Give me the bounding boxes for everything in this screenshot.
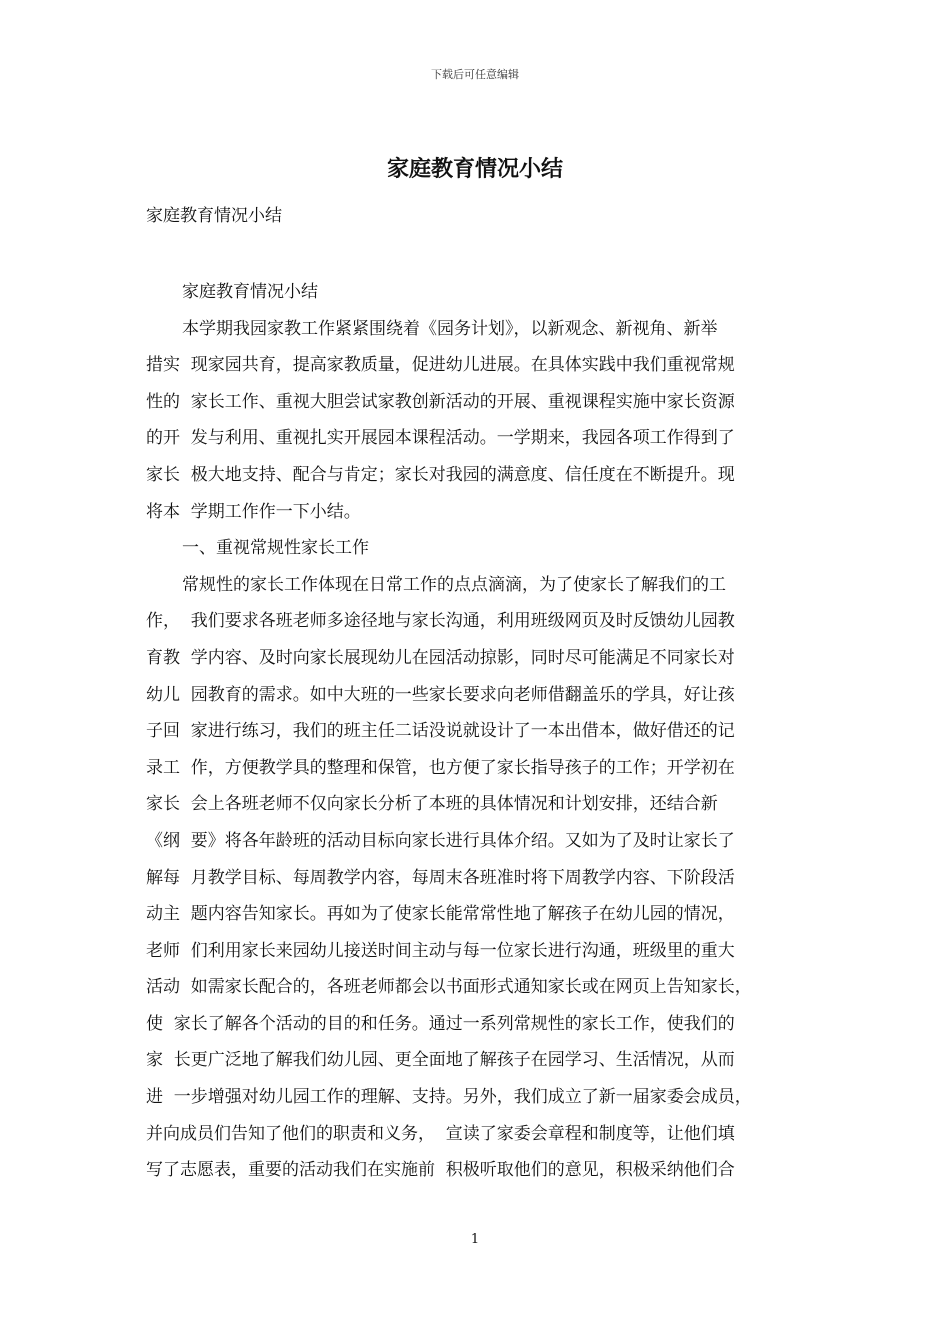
body-line: 家长 会上各班老师不仅向家长分析了本班的具体情况和计划安排，还结合新 <box>146 794 718 815</box>
body-line: 一、重视常规性家长工作 <box>182 538 369 559</box>
body-line: 作， 我们要求各班老师多途径地与家长沟通，利用班级网页及时反馈幼儿园教 <box>146 611 735 632</box>
page-number: 1 <box>470 1232 480 1247</box>
body-line: 幼儿 园教育的需求。如中大班的一些家长要求向老师借翻盖乐的学具，好让孩 <box>146 684 735 705</box>
body-line: 措实 现家园共育，提高家教质量，促进幼儿进展。在具体实践中我们重视常规 <box>146 355 735 376</box>
body-line: 家长 极大地支持、配合与肯定；家长对我园的满意度、信任度在不断提升。现 <box>146 464 735 485</box>
body-line: 解每 月教学目标、每周教学内容，每周末各班准时将下周教学内容、下阶段活 <box>146 867 735 888</box>
body-line: 子回 家进行练习，我们的班主任二话没说就设计了一本出借本，做好借还的记 <box>146 721 735 742</box>
body-line: 老师 们利用家长来园幼儿接送时间主动与每一位家长进行沟通，班级里的重大 <box>146 940 735 961</box>
body-line: 将本 学期工作作一下小结。 <box>146 501 361 522</box>
body-line: 性的 家长工作、重视大胆尝试家教创新活动的开展、重视课程实施中家长资源 <box>146 391 735 412</box>
document-title: 家庭教育情况小结 <box>386 157 563 182</box>
body-line: 《纲 要》将各年龄班的活动目标向家长进行具体介绍。又如为了及时让家长了 <box>146 830 735 851</box>
body-line: 活动 如需家长配合的，各班老师都会以书面形式通知家长或在网页上告知家长， <box>146 977 752 998</box>
body-line: 进 一步增强对幼儿园工作的理解、支持。另外，我们成立了新一届家委会成员， <box>146 1087 752 1108</box>
body-line: 使 家长了解各个活动的目的和任务。通过一系列常规性的家长工作，使我们的 <box>146 1013 735 1034</box>
body-line: 育教 学内容、及时向家长展现幼儿在园活动掠影，同时尽可能满足不同家长对 <box>146 647 735 668</box>
body-line: 并向成员们告知了他们的职责和义务， 宣读了家委会章程和制度等，让他们填 <box>146 1123 735 1144</box>
body-line: 动主 题内容告知家长。再如为了使家长能常常性地了解孩子在幼儿园的情况， <box>146 904 735 925</box>
body-line: 家 长更广泛地了解我们幼儿园、更全面地了解孩子在园学习、生活情况，从而 <box>146 1050 735 1071</box>
header-note: 下载后可任意编辑 <box>431 68 519 81</box>
document-subtitle: 家庭教育情况小结 <box>146 206 282 226</box>
body-line: 常规性的家长工作体现在日常工作的点点滴滴，为了使家长了解我们的工 <box>182 574 726 595</box>
body-line: 录工 作，方便教学具的整理和保管，也方便了家长指导孩子的工作；开学初在 <box>146 757 735 778</box>
body-line: 本学期我园家教工作紧紧围绕着《园务计划》，以新观念、新视角、新举 <box>182 318 718 339</box>
body-line: 家庭教育情况小结 <box>182 282 318 302</box>
document-body <box>146 274 821 1189</box>
body-line: 写了志愿表，重要的活动我们在实施前 积极听取他们的意见，积极采纳他们合 <box>146 1160 735 1181</box>
body-line: 的开 发与利用、重视扎实开展园本课程活动。一学期来，我园各项工作得到了 <box>146 428 735 449</box>
